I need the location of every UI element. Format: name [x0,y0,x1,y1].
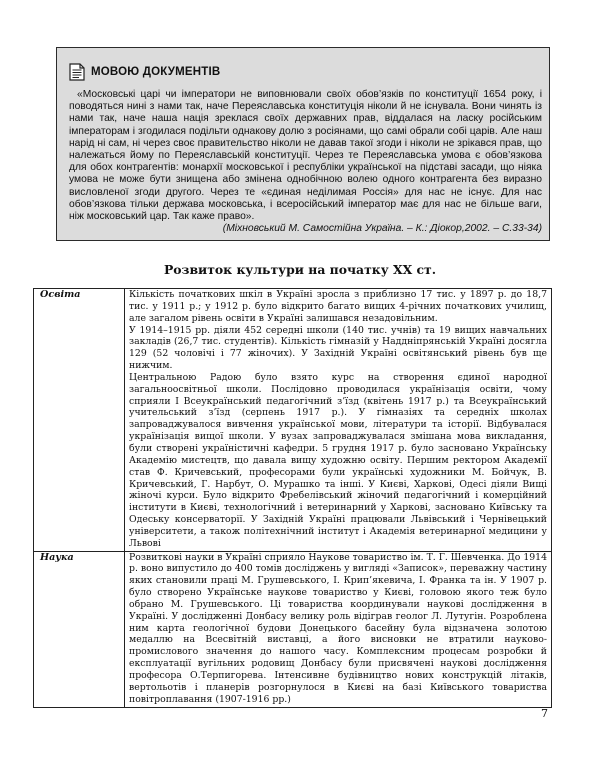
row-content [125,551,552,707]
document-quote: «Московські царі чи імператори не виповнювали своїх обов’язків по конституції 1654 року, і поводяться нині з нами так, наче Переяславська конституція ніколи й не існувала. Вони чинять із нами так, наче наша нація зреклася своїх державних прав, віддалася на ласку російським імператорам і згодилася подільти однакову долю з росіянами, що самі обрали собі царів. Але наш нарід ні сам, ні через своє правительство ніколи не давав такої згоди і ніколи не зрікався прав, що належаться йому по Переяславській конституції. Через те Переяславська умова є обов’язкова для обох контрагентів: монархії московської і республіки української на підставі засади, що ніяка умова не може бути знищена або змінена однобічною волею одного контрагента без виразно висловленої згоди другого. Через те «єдиная неділимая Россія» для нас не існує. Для нас обов’язкова тільки держава московська, і всеросійський імператор має для нас не більше ваги, ніж московський цар. Так каже право». [69,89,542,223]
section-title: Розвиток культури на початку ХХ ст. [163,262,437,277]
document-box [56,47,550,241]
row-content [125,289,552,552]
row-category: Наука [34,551,125,707]
culture-table [33,288,552,708]
row-category: Освіта [34,289,125,552]
row-paragraph: Центральною Радою було взято курс на створення єдиної народної загальноосвітньої школи. Послідовно проводилася українізація освіти, чому сприяли І Всеукраїнський педагогічний з’їзд (квітень 1917 р.) та Всеукраїнський учительський з’їзд (серпень 1917 р.). У гімназіях та середніх школах запроваджувалося вивчення української мови, літератури та історії. Відбувалася українізація вищої школи. У вузах запроваджувалася змішана мова викладання, були створені україністичні кафедри. 5 грудня 1917 р. було засновано Українську Академію мистецтв, що давала вищу художню освіту. Першим ректором Академії став Ф. Кричевський, професорами були українські художники М. Бойчук, В. Кричевський, Г. Нарбут, О. Мурашко та інші. У Києві, Харкові, Одесі діяли Вищі жіночі курси. Було відкрито Фребелівський жіночий педагогічний і комерційний інститути в Києві, технологічний і ветеринарний у Харкові, засновано Київську та Одеську консерваторії. У Західній Україні працювали Львівський і Чернівецький університети, а також політехнічний інститут і Академія ветеринарної медицини у Львові [129,371,547,549]
row-paragraph: Кількість початкових шкіл в Україні зросла з приблизно 17 тис. у 1897 р. до 18,7 тис. у 1911 р.; у 1912 р. було відкрито багато вищих 4-річних початкових училищ, але загалом рівень освіти в Україні залишався незадовільним. [129,289,547,324]
page-number: 7 [541,707,548,720]
row-paragraph: Розвиткові науки в Україні сприяло Наукове товариство ім. Т. Г. Шевченка. До 1914 р. воно випустило до 400 томів досліджень у вигляді «Записок», переважну частину яких становили праці М. Грушевського, І. Крип’якевича, І. Франка та ін. У 1907 р. було створено Українське наукове товариство у Києві, головою якого теж було обрано М. Грушевського. Ці товариства координували наукові дослідження в Україні. У дослідженні Донбасу велику роль відіграв геолог Л. Лутугін. Розроблена ним карта геологічної будови Донецького басейну була відзначена золотою медаллю на Всесвітній виставці, а його висновки не втратили науково-промислового значення до нашого часу. Комплексним процесам розробки й експлуатації вугільних родовищ Донбасу були присвячені наукові дослідження професора О.Терпигорева. Інтенсивне будівництво нових конструкцій літаків, вертольотів і планерів розгорнулося в Києві на базі Київського товариства повітроплавання (1907-1916 рр.) [129,551,547,705]
document-icon [69,63,85,81]
table-row [34,551,552,707]
document-box-title: МОВОЮ ДОКУМЕНТІВ [91,66,221,78]
table-row [34,289,552,552]
document-source: (Міхновський М. Самостійна Україна. – К.: Діокор,2002. – С.33-34) [222,223,542,235]
row-paragraph: У 1914–1915 рр. діяли 452 середні школи (140 тис. учнів) та 19 вищих навчальних закладів (26,7 тис. студентів). Кількість гімназій у Наддніпрянській Україні досягла 129 (52 чоловічі і 77 жіночих). У Західній Україні освітянський рівень був ще нижчим. [129,324,547,372]
document-box-header [69,62,542,82]
